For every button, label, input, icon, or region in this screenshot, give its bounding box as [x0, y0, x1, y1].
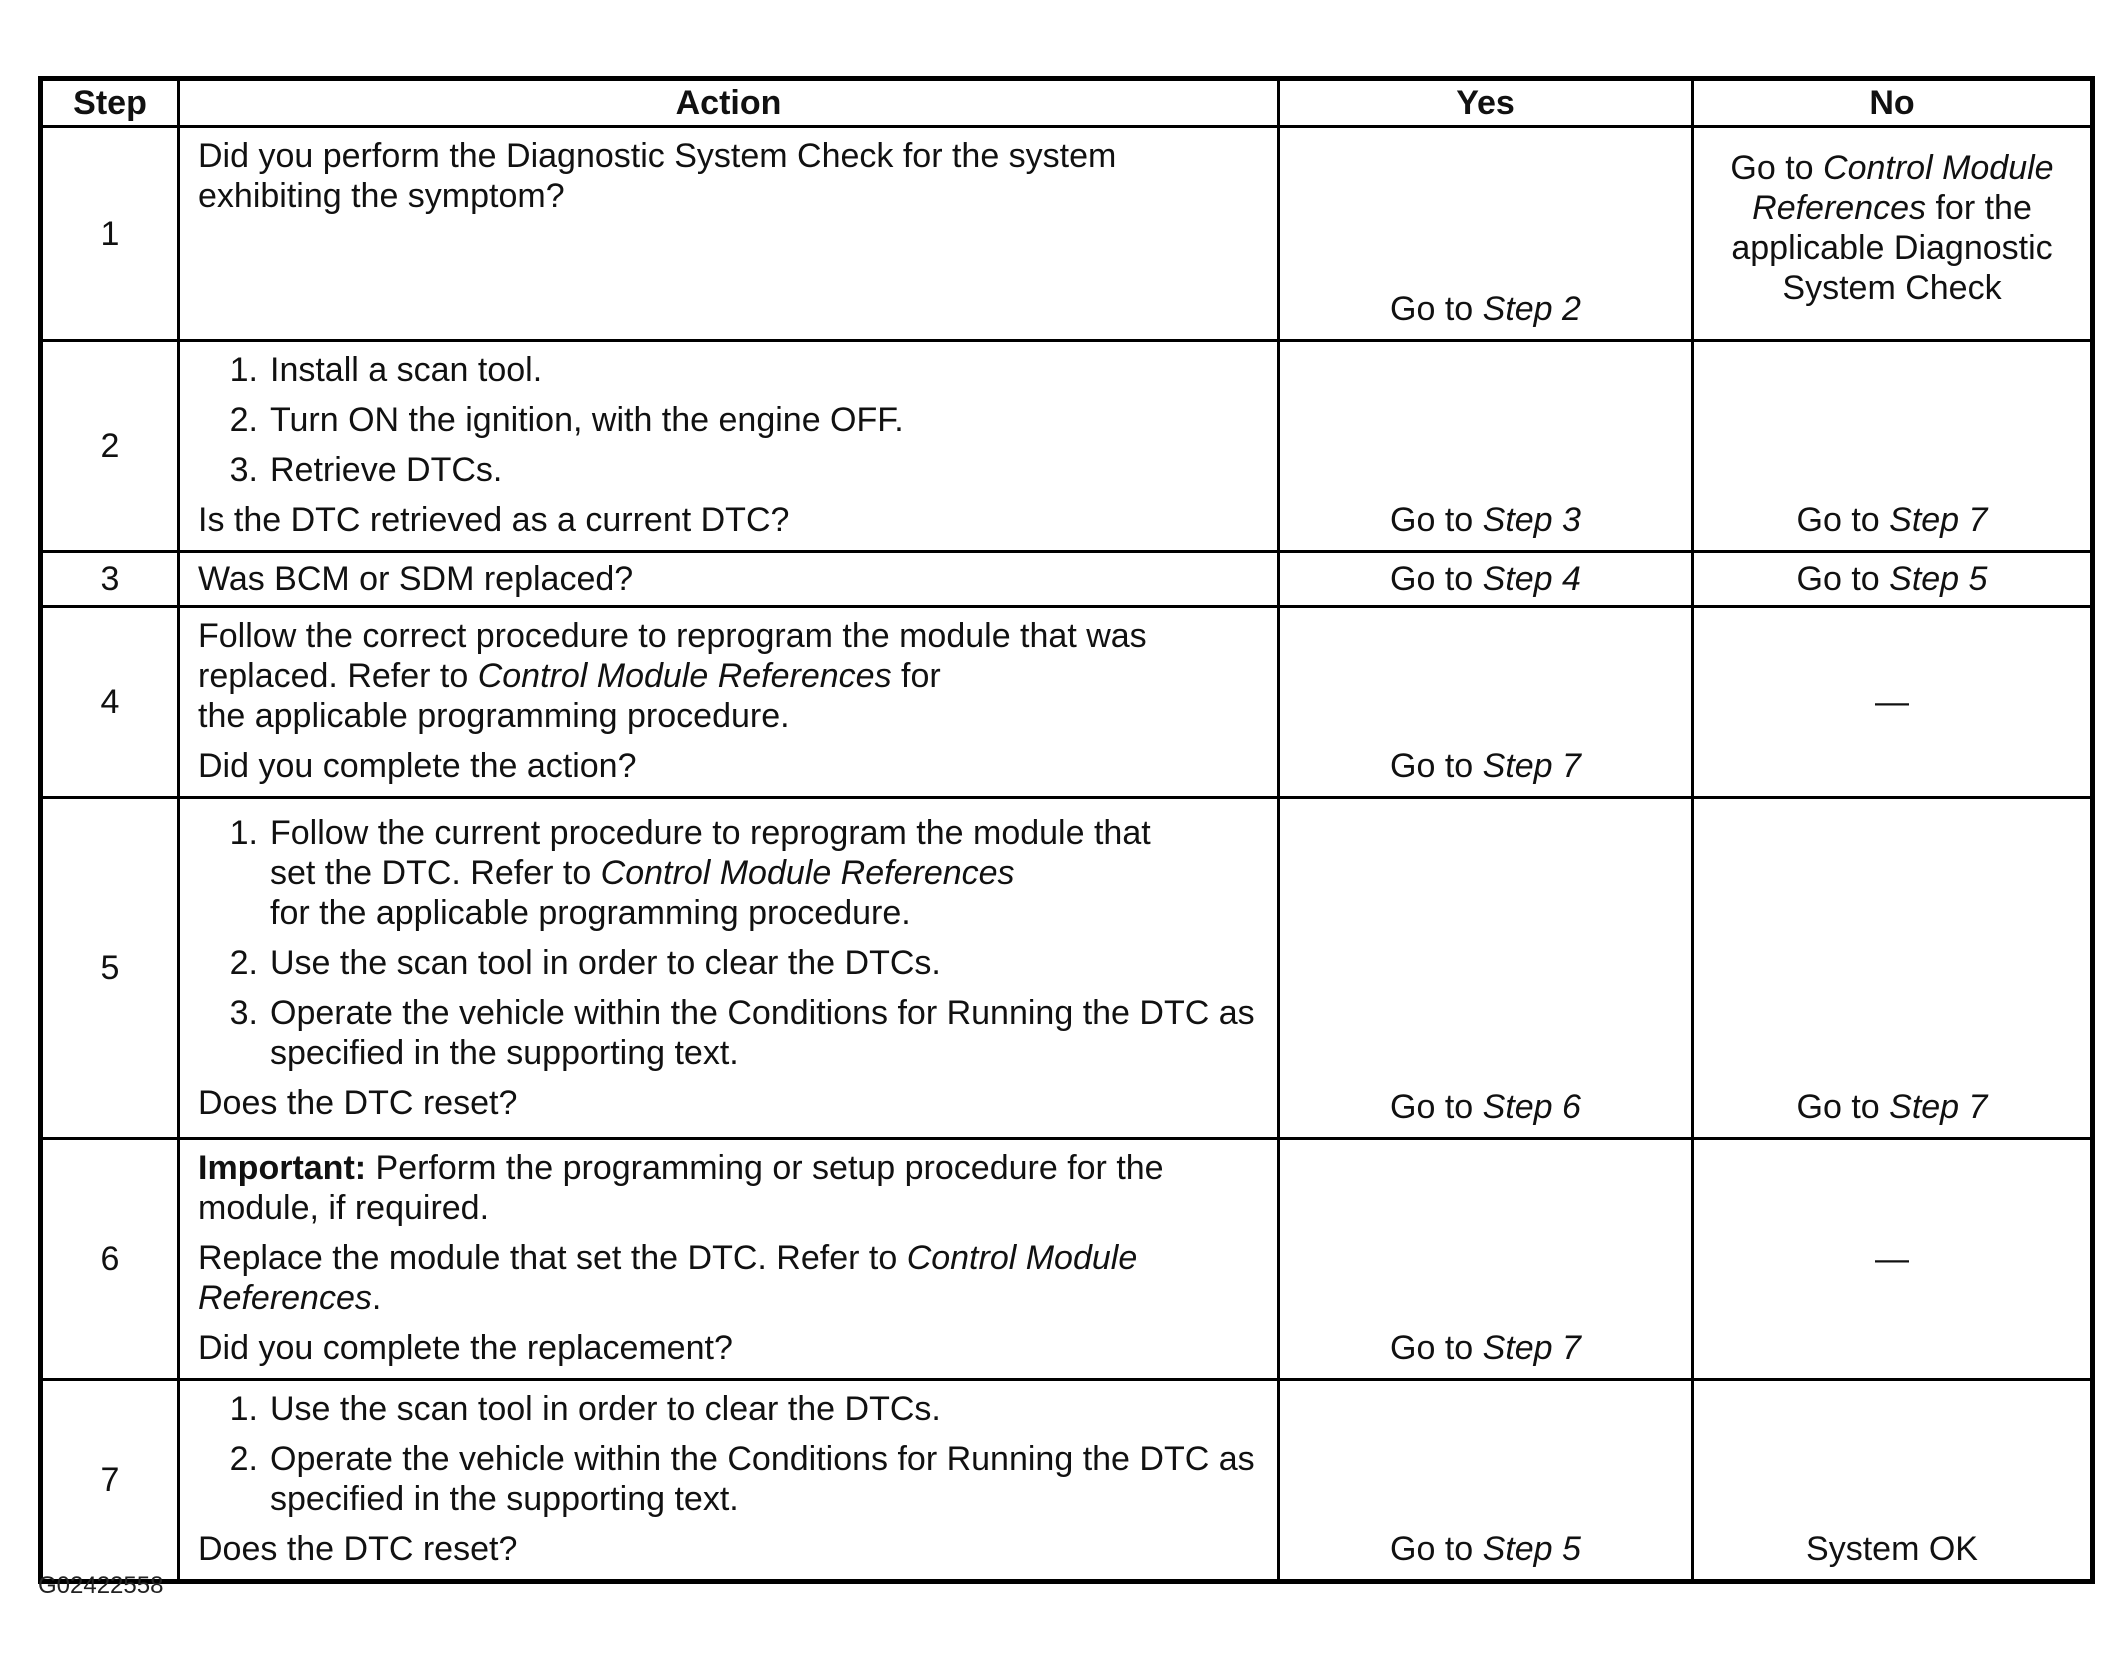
step-number: 5 — [41, 798, 179, 1139]
no-step-ref: Step 5 — [1889, 560, 1988, 598]
action-list — [198, 1389, 1259, 1519]
action-cell — [179, 1380, 1279, 1582]
yes-step-ref: Step 3 — [1482, 501, 1581, 539]
no-prefix: Go to — [1730, 149, 1824, 187]
list-item: 2. Turn ON the ignition, with the engine OFF. — [229, 401, 904, 439]
step-number: 3 — [41, 552, 179, 607]
no-cell — [1693, 1380, 2093, 1582]
yes-cell — [1279, 607, 1693, 798]
list-item: 1. Use the scan tool in order to clear the DTCs. — [229, 1390, 941, 1428]
yes-cell — [1279, 341, 1693, 552]
yes-prefix: Go to — [1390, 290, 1483, 328]
action-question: Is the DTC retrieved as a current DTC? — [198, 501, 790, 539]
no-cell — [1693, 341, 2093, 552]
yes-step-ref: Step 5 — [1482, 1530, 1581, 1568]
yes-prefix: Go to — [1390, 747, 1483, 785]
yes-cell — [1279, 552, 1693, 607]
diagnostic-table — [38, 76, 2095, 1584]
step-number: 6 — [41, 1139, 179, 1380]
action-list — [198, 350, 1259, 490]
action-question: Does the DTC reset? — [198, 1530, 518, 1568]
no-cell — [1693, 607, 2093, 798]
figure-id: G02422558 — [38, 1572, 164, 1599]
step-number: 4 — [41, 607, 179, 798]
em-dash: — — [1875, 1240, 1909, 1278]
action-cell — [179, 607, 1279, 798]
result-text: System OK — [1806, 1530, 1978, 1568]
action-line: replaced. Refer to Control Module References for — [198, 657, 941, 695]
table-row — [41, 552, 2093, 607]
step-number: 2 — [41, 341, 179, 552]
no-suffix: for the applicable Diagnostic System Check — [1731, 189, 2053, 307]
reference-link: Control Module References — [198, 1239, 1138, 1317]
no-step-ref: Step 7 — [1889, 1088, 1988, 1126]
no-cell — [1693, 1139, 2093, 1380]
header-row — [41, 79, 2093, 127]
yes-prefix: Go to — [1390, 560, 1483, 598]
reference-link: Control Module References — [600, 854, 1015, 892]
list-item: 3. Operate the vehicle within the Conditions for Running the DTC as specified in the supporting text. — [229, 994, 1255, 1072]
yes-prefix: Go to — [1390, 1088, 1483, 1126]
table-row — [41, 1139, 2093, 1380]
important-note: Important: Perform the programming or setup procedure for the module, if required. — [198, 1149, 1164, 1227]
action-cell — [179, 798, 1279, 1139]
no-cell — [1693, 798, 2093, 1139]
step-number: 7 — [41, 1380, 179, 1582]
action-question: Did you complete the action? — [198, 747, 637, 785]
action-cell — [179, 1139, 1279, 1380]
no-prefix: Go to — [1796, 501, 1890, 539]
list-item: 3. Retrieve DTCs. — [229, 451, 503, 489]
action-question: Does the DTC reset? — [198, 1084, 518, 1122]
action-line: Follow the correct procedure to reprogram the module that was — [198, 617, 1147, 655]
replace-instruction: Replace the module that set the DTC. Refer to Control Module References. — [198, 1239, 1138, 1317]
action-list — [198, 813, 1259, 1073]
table-row — [41, 1380, 2093, 1582]
yes-cell — [1279, 127, 1693, 341]
yes-cell — [1279, 1380, 1693, 1582]
header-yes: Yes — [1279, 79, 1693, 127]
list-item: 2. Use the scan tool in order to clear the DTCs. — [229, 944, 941, 982]
header-step: Step — [41, 79, 179, 127]
action-text: Did you perform the Diagnostic System Check for the system exhibiting the symptom? — [198, 137, 1117, 215]
list-item: 1. Follow the current procedure to reprogram the module that set the DTC. Refer to Control Module References for the applicable programming procedure. — [229, 814, 1151, 932]
no-cell — [1693, 127, 2093, 341]
no-reference: Control Module References — [1752, 149, 2054, 227]
list-item: 1. Install a scan tool. — [229, 351, 543, 389]
reference-link: Control Module References — [477, 657, 892, 695]
yes-step-ref: Step 2 — [1482, 290, 1581, 328]
table-row — [41, 607, 2093, 798]
action-line: the applicable programming procedure. — [198, 697, 790, 735]
header-no: No — [1693, 79, 2093, 127]
yes-step-ref: Step 6 — [1482, 1088, 1581, 1126]
yes-cell — [1279, 798, 1693, 1139]
action-question: Did you complete the replacement? — [198, 1329, 733, 1367]
header-action: Action — [179, 79, 1279, 127]
yes-step-ref: Step 7 — [1482, 1329, 1581, 1367]
no-step-ref: Step 7 — [1889, 501, 1988, 539]
important-label: Important: — [198, 1149, 367, 1187]
no-prefix: Go to — [1796, 1088, 1890, 1126]
step-number: 1 — [41, 127, 179, 341]
table-row — [41, 127, 2093, 341]
table-row — [41, 341, 2093, 552]
yes-prefix: Go to — [1390, 1530, 1483, 1568]
table-row — [41, 798, 2093, 1139]
action-cell — [179, 341, 1279, 552]
action-cell — [179, 552, 1279, 607]
list-item: 2. Operate the vehicle within the Conditions for Running the DTC as specified in the supporting text. — [229, 1440, 1255, 1518]
em-dash: — — [1875, 683, 1909, 721]
yes-step-ref: Step 7 — [1482, 747, 1581, 785]
yes-prefix: Go to — [1390, 1329, 1483, 1367]
yes-step-ref: Step 4 — [1482, 560, 1581, 598]
no-cell — [1693, 552, 2093, 607]
yes-cell — [1279, 1139, 1693, 1380]
action-cell — [179, 127, 1279, 341]
yes-prefix: Go to — [1390, 501, 1483, 539]
action-text: Was BCM or SDM replaced? — [198, 560, 634, 598]
no-prefix: Go to — [1796, 560, 1890, 598]
